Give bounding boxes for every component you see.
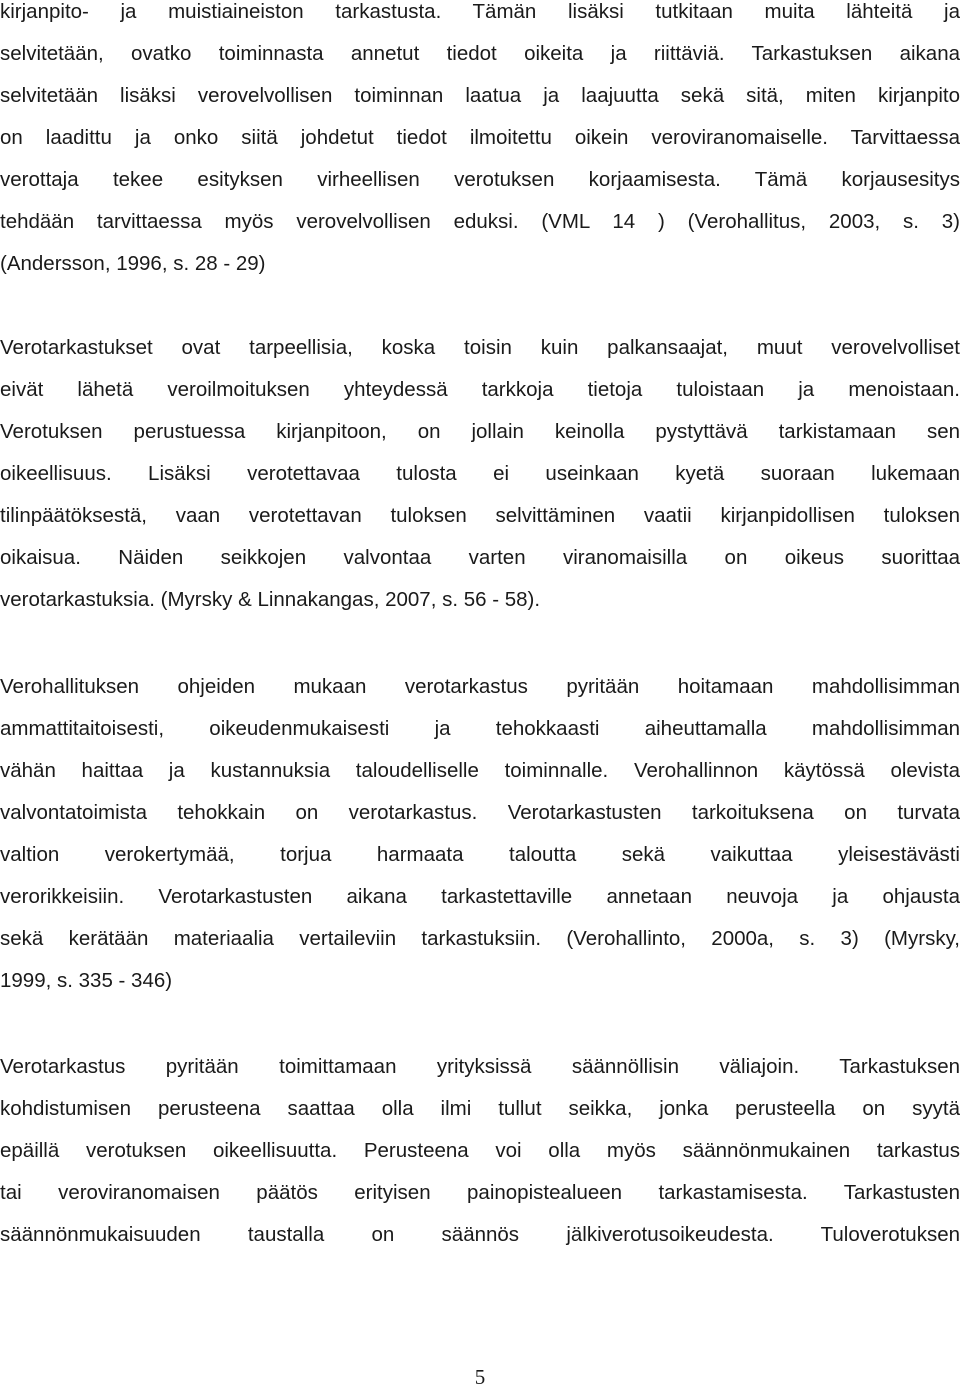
text-line: selvitetään, ovatko toiminnasta annetut tiedot oikeita ja riittäviä. Tarkastuksen aikana (0, 42, 960, 65)
paragraph-audit-necessity (0, 327, 960, 621)
text-line: oikeellisuus. Lisäksi verotettavaa tulosta ei useinkaan kyetä suoraan lukemaan (0, 462, 960, 485)
text-line: Verohallituksen ohjeiden mukaan verotarkastus pyritään hoitamaan mahdollisimman (0, 675, 960, 698)
text-line: tai veroviranomaisen päätös erityisen painopistealueen tarkastamisesta. Tarkastusten (0, 1181, 960, 1204)
text-line: on laadittu ja onko siitä johdetut tiedot ilmoitettu oikein veroviranomaiselle. Tarvittaessa (0, 126, 960, 149)
text-line: valtion verokertymää, torjua harmaata taloutta sekä vaikuttaa yleisestävästi (0, 843, 960, 866)
text-line: Verotuksen perustuessa kirjanpitoon, on jollain keinolla pystyttävä tarkistamaan sen (0, 420, 960, 443)
text-line: verotarkastuksia. (Myrsky & Linnakangas, 2007, s. 56 - 58). (0, 588, 541, 611)
text-line: Verotarkastukset ovat tarpeellisia, koska toisin kuin palkansaajat, muut verovelvolliset (0, 336, 960, 359)
text-line: tehdään tarvittaessa myös verovelvollisen eduksi. (VML 14 ) (Verohallitus, 2003, s. 3) (0, 210, 960, 233)
text-line: sekä kerätään materiaalia vertaileviin tarkastuksiin. (Verohallinto, 2000a, s. 3) (Myrsky, (0, 927, 960, 950)
text-line: 1999, s. 335 - 346) (0, 969, 173, 992)
paragraph-tax-audit-scope (0, 0, 960, 285)
text-line: verottaja tekee esityksen virheellisen verotuksen korjaamisesta. Tämä korjausesitys (0, 168, 960, 191)
text-line: kohdistumisen perusteena saattaa olla ilmi tullut seikka, jonka perusteella on syytä (0, 1097, 960, 1120)
text-line: oikaisua. Näiden seikkojen valvontaa varten viranomaisilla on oikeus suorittaa (0, 546, 960, 569)
text-line: selvitetään lisäksi verovelvollisen toiminnan laatua ja laajuutta sekä sitä, miten kirjanpito (0, 84, 960, 107)
text-line: vähän haittaa ja kustannuksia taloudelliselle toiminnalle. Verohallinnon käytössä olevista (0, 759, 960, 782)
page-number: 5 (474, 1365, 486, 1389)
text-line: epäillä verotuksen oikeellisuutta. Perusteena voi olla myös säännönmukainen tarkastus (0, 1139, 960, 1162)
paragraph-audit-guidelines (0, 666, 960, 1002)
text-line: säännönmukaisuuden taustalla on säännös jälkiverotusoikeudesta. Tuloverotuksen (0, 1223, 960, 1246)
text-line: ammattitaitoisesti, oikeudenmukaisesti ja tehokkaasti aiheuttamalla mahdollisimman (0, 717, 960, 740)
text-line: tilinpäätöksestä, vaan verotettavan tuloksen selvittäminen vaatii kirjanpidollisen tuloksen (0, 504, 960, 527)
text-line: Verotarkastus pyritään toimittamaan yrityksissä säännöllisin väliajoin. Tarkastuksen (0, 1055, 960, 1078)
paragraph-audit-frequency (0, 1046, 960, 1256)
text-line: verorikkeisiin. Verotarkastusten aikana tarkastettaville annetaan neuvoja ja ohjausta (0, 885, 960, 908)
text-line: kirjanpito- ja muistiaineiston tarkastusta. Tämän lisäksi tutkitaan muita lähteitä ja (0, 0, 960, 23)
text-line: eivät lähetä veroilmoituksen yhteydessä tarkkoja tietoja tuloistaan ja menoistaan. (0, 378, 960, 401)
text-line: valvontatoimista tehokkain on verotarkastus. Verotarkastusten tarkoituksena on turvata (0, 801, 960, 824)
text-line: (Andersson, 1996, s. 28 - 29) (0, 252, 266, 275)
